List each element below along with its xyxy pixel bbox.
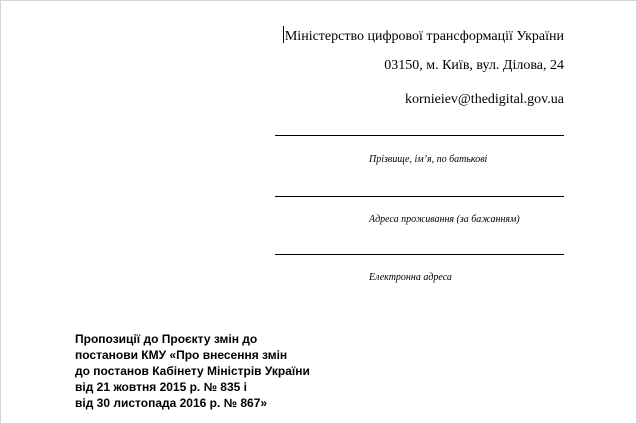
subject-line: від 21 жовтня 2015 р. № 835 і	[75, 380, 247, 394]
recipient-organization-text: Міністерство цифрової трансформації України	[284, 29, 564, 44]
email-address-line[interactable]	[275, 254, 564, 255]
subject-line: постанови КМУ «Про внесення змін	[75, 348, 288, 362]
text-cursor	[283, 26, 284, 43]
recipient-address: 03150, м. Київ, вул. Ділова, 24	[384, 58, 564, 73]
subject-line: від 30 листопада 2016 р. № 867»	[75, 396, 268, 410]
document-subject	[75, 331, 310, 411]
subject-line: до постанов Кабінету Міністрів України	[75, 364, 310, 378]
residence-address-caption: Адреса проживання (за бажанням)	[369, 214, 520, 225]
subject-line: Пропозиції до Проєкту змін до	[75, 332, 258, 346]
residence-address-line[interactable]	[275, 196, 564, 197]
recipient-organization[interactable]	[283, 26, 564, 45]
recipient-email: kornieiev@thedigital.gov.ua	[405, 92, 564, 107]
email-address-caption: Електронна адреса	[369, 272, 452, 283]
full-name-line[interactable]	[275, 135, 564, 136]
full-name-caption: Прізвище, ім’я, по батькові	[369, 154, 488, 165]
